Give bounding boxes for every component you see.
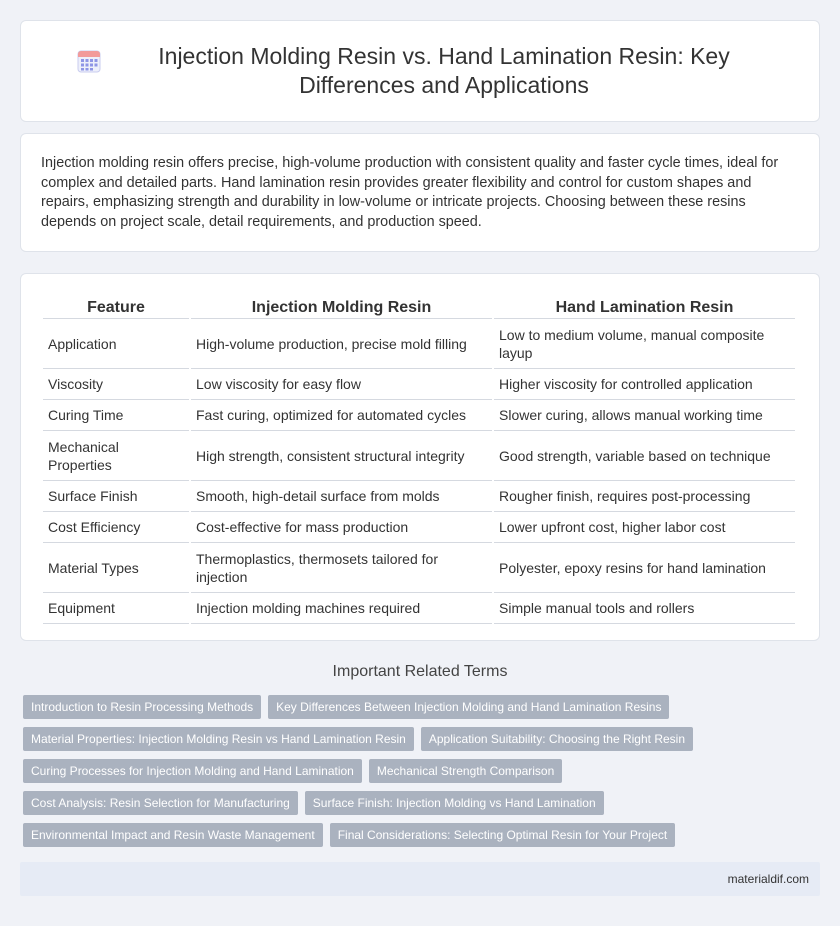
chip-row bbox=[23, 791, 823, 815]
hand-cell: Good strength, variable based on technique bbox=[494, 431, 795, 481]
related-term-chip[interactable]: Environmental Impact and Resin Waste Management bbox=[23, 823, 323, 847]
comparison-table-card bbox=[20, 273, 820, 641]
hand-cell: Simple manual tools and rollers bbox=[494, 593, 795, 624]
title-wrap bbox=[60, 42, 780, 100]
table-row bbox=[43, 431, 795, 481]
footer bbox=[20, 862, 820, 896]
related-term-chip[interactable]: Key Differences Between Injection Molding and Hand Lamination Resins bbox=[268, 695, 669, 719]
table-row bbox=[43, 593, 795, 624]
table-header-row bbox=[43, 294, 795, 319]
hand-cell: Lower upfront cost, higher labor cost bbox=[494, 512, 795, 543]
header-injection: Injection Molding Resin bbox=[191, 294, 492, 319]
related-term-chip[interactable]: Application Suitability: Choosing the Right Resin bbox=[421, 727, 693, 751]
chip-row bbox=[23, 727, 823, 751]
injection-cell: Smooth, high-detail surface from molds bbox=[191, 481, 492, 512]
header-hand: Hand Lamination Resin bbox=[494, 294, 795, 319]
feature-cell: Curing Time bbox=[43, 400, 189, 431]
hand-cell: Slower curing, allows manual working time bbox=[494, 400, 795, 431]
injection-cell: High strength, consistent structural integrity bbox=[191, 431, 492, 481]
feature-cell: Mechanical Properties bbox=[43, 431, 189, 481]
chip-row bbox=[23, 823, 823, 847]
header-feature: Feature bbox=[43, 294, 189, 319]
related-term-chip[interactable]: Introduction to Resin Processing Methods bbox=[23, 695, 261, 719]
chip-row bbox=[23, 695, 823, 719]
related-term-chip[interactable]: Final Considerations: Selecting Optimal Resin for Your Project bbox=[330, 823, 676, 847]
feature-cell: Surface Finish bbox=[43, 481, 189, 512]
hand-cell: Higher viscosity for controlled application bbox=[494, 369, 795, 400]
feature-cell: Cost Efficiency bbox=[43, 512, 189, 543]
related-terms-heading: Important Related Terms bbox=[332, 663, 508, 680]
related-term-chip[interactable]: Surface Finish: Injection Molding vs Hand Lamination bbox=[305, 791, 604, 815]
injection-cell: Thermoplastics, thermosets tailored for injection bbox=[191, 543, 492, 593]
related-term-chip[interactable]: Material Properties: Injection Molding Resin vs Hand Lamination Resin bbox=[23, 727, 414, 751]
table-row bbox=[43, 512, 795, 543]
table-row bbox=[43, 369, 795, 400]
summary-text: Injection molding resin offers precise, high-volume production with consistent quality and faster cycle times, ideal for complex and detailed parts. Hand lamination resin provides greater flexibility and control for custom shapes and repairs, emphasizing strength and durability in low-volume or intricate projects. Choosing between these resins depends on project scale, detail requirements, and production speed. bbox=[41, 155, 779, 230]
feature-cell: Application bbox=[43, 319, 189, 369]
chip-row bbox=[23, 759, 823, 783]
table-row bbox=[43, 481, 795, 512]
footer-site-link[interactable]: materialdif.com bbox=[727, 872, 809, 886]
table-row bbox=[43, 543, 795, 593]
feature-cell: Material Types bbox=[43, 543, 189, 593]
related-term-chip[interactable]: Cost Analysis: Resin Selection for Manufacturing bbox=[23, 791, 298, 815]
feature-cell: Equipment bbox=[43, 593, 189, 624]
injection-cell: Injection molding machines required bbox=[191, 593, 492, 624]
table-row bbox=[43, 400, 795, 431]
injection-cell: Cost-effective for mass production bbox=[191, 512, 492, 543]
related-term-chip[interactable]: Curing Processes for Injection Molding and Hand Lamination bbox=[23, 759, 362, 783]
hand-cell: Polyester, epoxy resins for hand lamination bbox=[494, 543, 795, 593]
related-term-chip[interactable]: Mechanical Strength Comparison bbox=[369, 759, 562, 783]
injection-cell: Fast curing, optimized for automated cycles bbox=[191, 400, 492, 431]
injection-cell: High-volume production, precise mold filling bbox=[191, 319, 492, 369]
hand-cell: Low to medium volume, manual composite layup bbox=[494, 319, 795, 369]
table-row bbox=[43, 319, 795, 369]
comparison-table bbox=[41, 294, 797, 624]
calendar-icon bbox=[76, 48, 102, 79]
related-terms-list bbox=[23, 695, 823, 855]
feature-cell: Viscosity bbox=[43, 369, 189, 400]
injection-cell: Low viscosity for easy flow bbox=[191, 369, 492, 400]
summary-card bbox=[20, 133, 820, 252]
page-title: Injection Molding Resin vs. Hand Lamination Resin: Key Differences and Applications bbox=[158, 43, 730, 98]
title-card bbox=[20, 20, 820, 122]
hand-cell: Rougher finish, requires post-processing bbox=[494, 481, 795, 512]
